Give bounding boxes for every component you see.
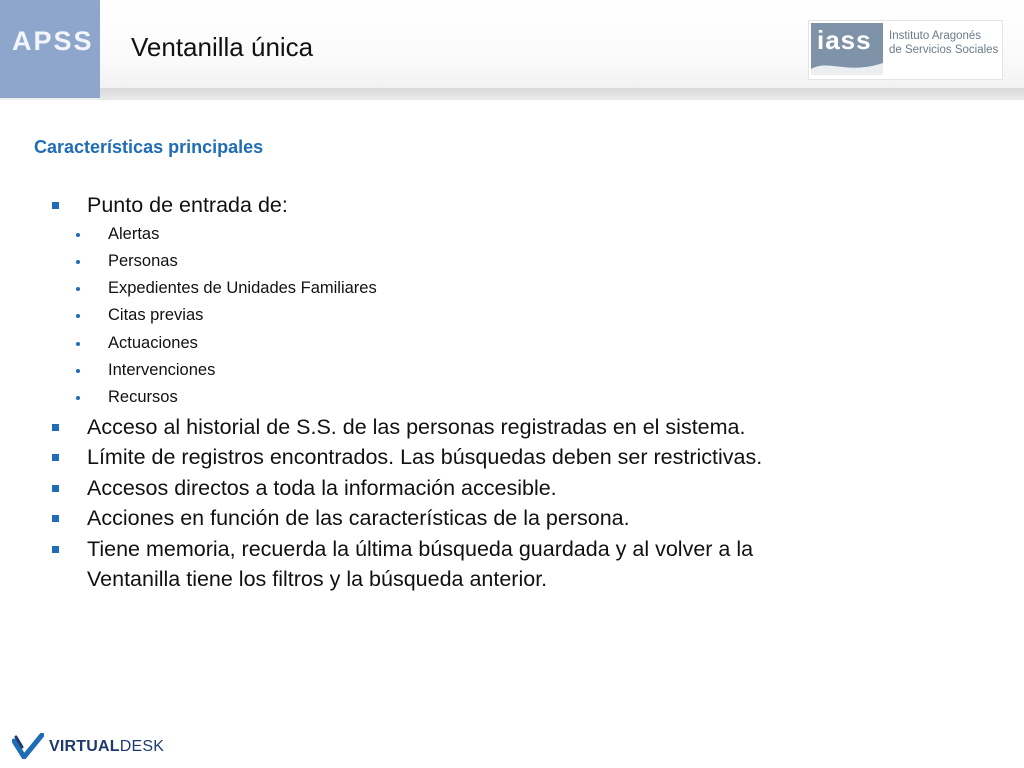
virtualdesk-wordmark bbox=[49, 738, 164, 756]
sub-list-item bbox=[47, 248, 927, 275]
square-bullet-icon bbox=[52, 202, 59, 209]
v-check-icon bbox=[12, 733, 44, 759]
sub-list-container bbox=[47, 221, 927, 412]
list-item-text-continued: Ventanilla tiene los filtros y la búsqueda anterior. bbox=[87, 567, 548, 592]
list-item bbox=[47, 473, 927, 504]
dot-bullet-icon bbox=[76, 369, 80, 373]
sub-list-item bbox=[47, 275, 927, 302]
list-item bbox=[47, 503, 927, 534]
square-bullet-icon bbox=[52, 454, 59, 461]
sub-list-item bbox=[47, 302, 927, 329]
list-item bbox=[47, 442, 927, 473]
square-bullet-icon bbox=[52, 485, 59, 492]
apss-badge bbox=[0, 0, 100, 98]
page-title: Ventanilla única bbox=[131, 32, 314, 62]
virtualdesk-wordmark-light: DESK bbox=[119, 738, 165, 755]
list-item-text: Tiene memoria, recuerda la última búsqueda guardada y al volver a la bbox=[87, 536, 754, 561]
square-bullet-icon bbox=[52, 424, 59, 431]
sub-list-item bbox=[47, 221, 927, 248]
iass-logo-word: iass bbox=[817, 25, 872, 55]
sub-bullet-list bbox=[47, 221, 927, 412]
list-item bbox=[47, 534, 927, 595]
sub-list-item-text: Citas previas bbox=[108, 306, 204, 325]
slide-header bbox=[0, 0, 1024, 100]
list-item-text: Límite de registros encontrados. Las búsquedas deben ser restrictivas. bbox=[87, 445, 763, 470]
iass-logo bbox=[808, 20, 1003, 80]
sub-list-item bbox=[47, 357, 927, 384]
dot-bullet-icon bbox=[76, 233, 80, 237]
dot-bullet-icon bbox=[76, 342, 80, 346]
list-item-text: Acceso al historial de S.S. de las personas registradas en el sistema. bbox=[87, 414, 746, 439]
sub-list-item-text: Expedientes de Unidades Familiares bbox=[108, 279, 377, 298]
sub-list-item-text: Recursos bbox=[108, 388, 178, 407]
list-item-entry-point bbox=[47, 190, 927, 221]
iass-logo-line2: de Servicios Sociales bbox=[889, 44, 999, 56]
list-item bbox=[47, 412, 927, 443]
iass-logo-block bbox=[811, 23, 883, 75]
section-title: Características principales bbox=[34, 137, 264, 157]
apss-badge-label: APSS bbox=[12, 26, 94, 56]
sub-list-item bbox=[47, 384, 927, 411]
main-bullet-list bbox=[47, 190, 927, 595]
list-item-text: Accesos directos a toda la información accesible. bbox=[87, 475, 557, 500]
iass-logo-line1: Instituto Aragonés bbox=[889, 30, 982, 42]
square-bullet-icon bbox=[52, 546, 59, 553]
square-bullet-icon bbox=[52, 515, 59, 522]
dot-bullet-icon bbox=[76, 287, 80, 291]
header-shadow bbox=[100, 88, 1024, 102]
sub-list-item bbox=[47, 330, 927, 357]
list-item-text: Punto de entrada de: bbox=[87, 193, 288, 217]
wave-icon bbox=[811, 57, 883, 75]
dot-bullet-icon bbox=[76, 260, 80, 264]
sub-list-item-text: Alertas bbox=[108, 224, 160, 243]
dot-bullet-icon bbox=[76, 396, 80, 400]
dot-bullet-icon bbox=[76, 314, 80, 318]
sub-list-item-text: Intervenciones bbox=[108, 360, 216, 379]
sub-list-item-text: Actuaciones bbox=[108, 333, 198, 352]
virtualdesk-wordmark-bold: VIRTUAL bbox=[49, 738, 120, 755]
sub-list-item-text: Personas bbox=[108, 251, 178, 270]
iass-logo-text bbox=[889, 29, 998, 57]
list-item-text: Acciones en función de las características de la persona. bbox=[87, 506, 630, 531]
virtualdesk-logo bbox=[12, 731, 182, 761]
